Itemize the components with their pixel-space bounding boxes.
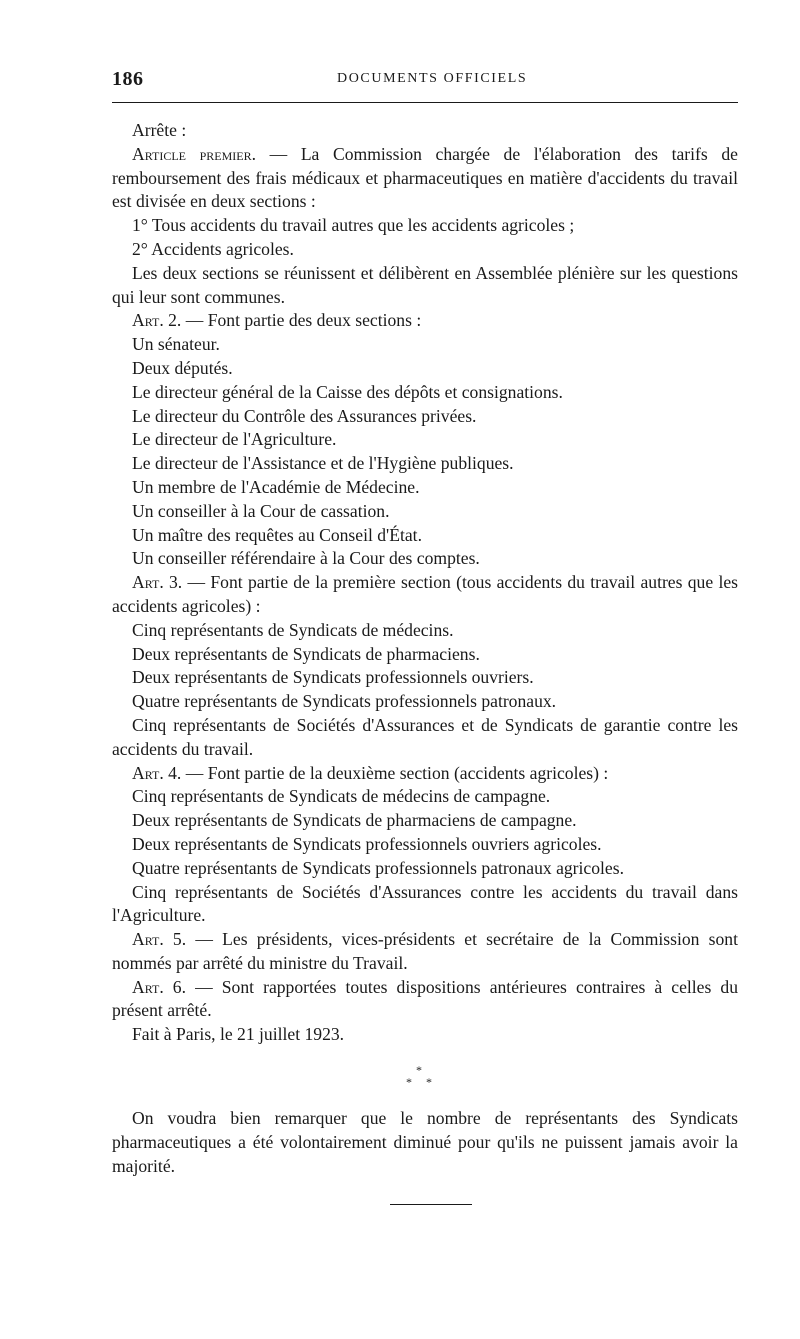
member-item: Quatre représentants de Syndicats professionnels patronaux agricoles. bbox=[132, 857, 624, 878]
article-2-label: Art. 2. bbox=[132, 310, 182, 331]
asterism-star: * bbox=[426, 1075, 432, 1089]
article-3-text: — Font partie de la première section (tous accidents du travail autres que les accidents agricoles) : bbox=[112, 572, 738, 616]
member-item: Cinq représentants de Sociétés d'Assurances et de Syndicats de garantie contre les accidents du travail. bbox=[112, 714, 738, 759]
article-premier-text: — La Commission chargée de l'élaboration des tarifs de remboursement des frais médicaux et pharmaceutiques en matière d'accidents du travail est divisée en deux sections : bbox=[112, 143, 738, 212]
member-item: Cinq représentants de Syndicats de médecins de campagne. bbox=[132, 786, 551, 807]
article-5 bbox=[112, 928, 738, 976]
asterism-star: * bbox=[416, 1063, 422, 1077]
article-4-label: Art. 4. bbox=[132, 762, 182, 783]
member-item: Un conseiller à la Cour de cassation. bbox=[132, 500, 390, 521]
article-premier bbox=[112, 143, 738, 214]
article-3-label: Art. 3. bbox=[132, 572, 183, 593]
page-number: 186 bbox=[112, 68, 144, 90]
end-rule bbox=[390, 1204, 472, 1205]
member-item: Un conseiller référendaire à la Cour des comptes. bbox=[132, 548, 480, 569]
decree-opening: Arrête : bbox=[132, 120, 187, 140]
member-item: Le directeur de l'Agriculture. bbox=[132, 429, 337, 450]
member-item: Deux représentants de Syndicats de pharmaciens de campagne. bbox=[132, 810, 577, 831]
article-5-label: Art. 5. bbox=[132, 929, 187, 950]
article-premier-label: Article premier. bbox=[132, 143, 256, 164]
running-head bbox=[112, 68, 738, 96]
editorial-note bbox=[112, 1106, 738, 1178]
member-item: Le directeur de l'Assistance et de l'Hygiène publiques. bbox=[132, 453, 514, 474]
member-item: Cinq représentants de Sociétés d'Assurances contre les accidents du travail dans l'Agriculture. bbox=[112, 881, 738, 926]
article-4 bbox=[112, 762, 738, 786]
note-paragraph: On voudra bien remarquer que le nombre de représentants des Syndicats pharmaceutiques a été volontairement diminué pour qu'ils ne puissent jamais avoir la majorité. bbox=[112, 1108, 738, 1176]
member-item: Deux représentants de Syndicats professionnels ouvriers. bbox=[132, 667, 534, 688]
section-item: 1° Tous accidents du travail autres que les accidents agricoles ; bbox=[132, 215, 575, 236]
article-6 bbox=[112, 976, 738, 1024]
dateline: Fait à Paris, le 21 juillet 1923. bbox=[132, 1024, 345, 1045]
member-item: Deux représentants de Syndicats de pharmaciens. bbox=[132, 643, 480, 664]
member-item: Un membre de l'Académie de Médecine. bbox=[132, 476, 420, 497]
article-2-text: — Font partie des deux sections : bbox=[181, 310, 422, 331]
plenary-paragraph: Les deux sections se réunissent et délibèrent en Assemblée plénière sur les questions qui leur sont communes. bbox=[112, 262, 738, 307]
running-title: DOCUMENTS OFFICIELS bbox=[337, 71, 528, 86]
article-4-text: — Font partie de la deuxième section (accidents agricoles) : bbox=[181, 762, 609, 783]
decree-body bbox=[112, 119, 738, 1047]
section-item: 2° Accidents agricoles. bbox=[132, 238, 294, 259]
member-item: Deux représentants de Syndicats professionnels ouvriers agricoles. bbox=[132, 833, 602, 854]
article-6-text: — Sont rapportées toutes dispositions antérieures contraires à celles du présent arrêté. bbox=[112, 976, 739, 1021]
member-item: Un maître des requêtes au Conseil d'État. bbox=[132, 524, 422, 545]
member-item: Deux députés. bbox=[132, 357, 233, 378]
asterism-star: * bbox=[406, 1075, 412, 1089]
article-2 bbox=[112, 309, 738, 333]
header-rule bbox=[112, 102, 738, 103]
member-item: Le directeur général de la Caisse des dépôts et consignations. bbox=[132, 381, 563, 402]
member-item: Cinq représentants de Syndicats de médecins. bbox=[132, 619, 454, 640]
asterism-separator bbox=[392, 1064, 452, 1094]
article-6-label: Art. 6. bbox=[132, 976, 186, 997]
member-item: Un sénateur. bbox=[132, 334, 220, 355]
article-3 bbox=[112, 571, 738, 619]
member-item: Quatre représentants de Syndicats professionnels patronaux. bbox=[132, 691, 557, 712]
article-5-text: — Les présidents, vices-présidents et secrétaire de la Commission sont nommés par arrêté du ministre du Travail. bbox=[112, 929, 738, 973]
member-item: Le directeur du Contrôle des Assurances privées. bbox=[132, 405, 477, 426]
